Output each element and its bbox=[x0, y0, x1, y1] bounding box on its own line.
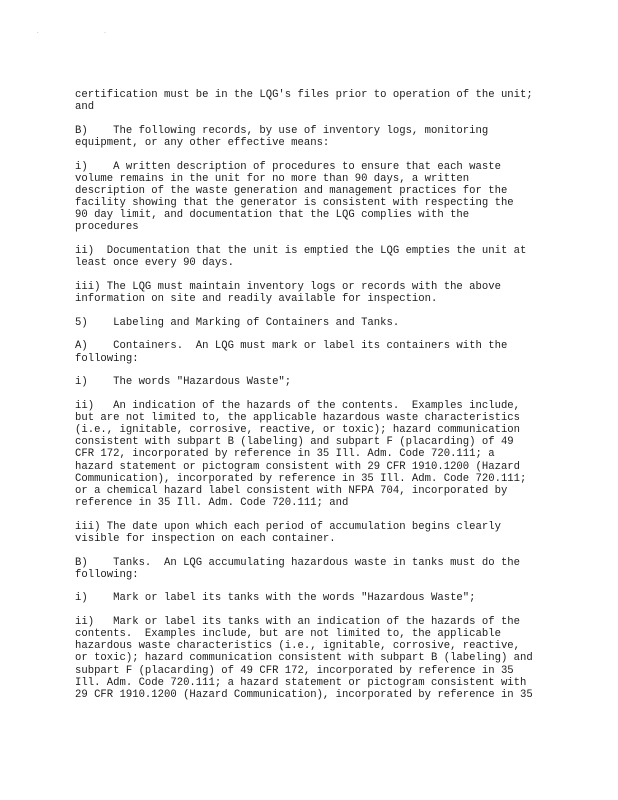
paragraph-a-containers: A) Containers. An LQG must mark or label its containers with the following: bbox=[75, 340, 508, 365]
paragraph-containers-i: i) The words "Hazardous Waste"; bbox=[75, 376, 292, 389]
scan-marks: . . bbox=[36, 28, 137, 35]
paragraph-containers-iii: iii) The date upon which each period of accumulation begins clearly visible for inspection on each container. bbox=[75, 520, 501, 545]
paragraph-iii-inventory-logs: iii) The LQG must maintain inventory logs or records with the above information on site and readily available for inspection. bbox=[75, 280, 501, 306]
paragraph-b-records: B) The following records, by use of inventory logs, monitoring equipment, or any other effective means: bbox=[75, 124, 489, 149]
paragraph-ii-documentation: ii) Documentation that the unit is emptied the LQG empties the unit at least once every 90 days. bbox=[75, 245, 527, 270]
document-body bbox=[75, 89, 545, 713]
paragraph-tanks-i: i) Mark or label its tanks with the words "Hazardous Waste"; bbox=[75, 592, 476, 605]
paragraph-certification: certification must be in the LQG's files prior to operation of the unit; and bbox=[75, 89, 533, 114]
section-5-heading: 5) Labeling and Marking of Containers and Tanks. bbox=[75, 316, 400, 329]
paragraph-tanks-ii: ii) Mark or label its tanks with an indication of the hazards of the contents. Examples include, but are not limited to, the applicable hazardous waste characteristics (i.e., ignitable, corrosive, reactive, or toxic); hazard communication consistent with subpart B (labeling) and subpart F (placarding) of 49 CFR 172, incorporated by reference in 35 Ill. Adm. Code 720.111; a hazard statement or pictogram consistent with 29 CFR 1910.1200 (Hazard Communication), incorporated by reference in 35 bbox=[75, 616, 533, 701]
paragraph-b-tanks: B) Tanks. An LQG accumulating hazardous waste in tanks must do the following: bbox=[75, 556, 521, 581]
paragraph-containers-ii: ii) An indication of the hazards of the contents. Examples include, but are not limited to, the applicable hazardous waste characteristics (i.e., ignitable, corrosive, reactive, or toxic); hazard communication consistent with subpart B (labeling) and subpart F (placarding) of 49 CFR 172, incorporated by reference in 35 Ill. Adm. Code 720.111; a hazard statement or pictogram consistent with 29 CFR 1910.1200 (Hazard Communication), incorporated by reference in 35 Ill. Adm. Code 720.111; or a chemical hazard label consistent with NFPA 704, incorporated by reference in 35 Ill. Adm. Code 720.111; and bbox=[75, 399, 527, 510]
paragraph-i-written-description: i) A written description of procedures to ensure that each waste volume remains in the unit for no more than 90 days, a written description of the waste generation and management practices for the facility showing that the generator is consistent with respecting the 90 day limit, and documentation that the LQG complies with the procedures bbox=[75, 160, 514, 234]
